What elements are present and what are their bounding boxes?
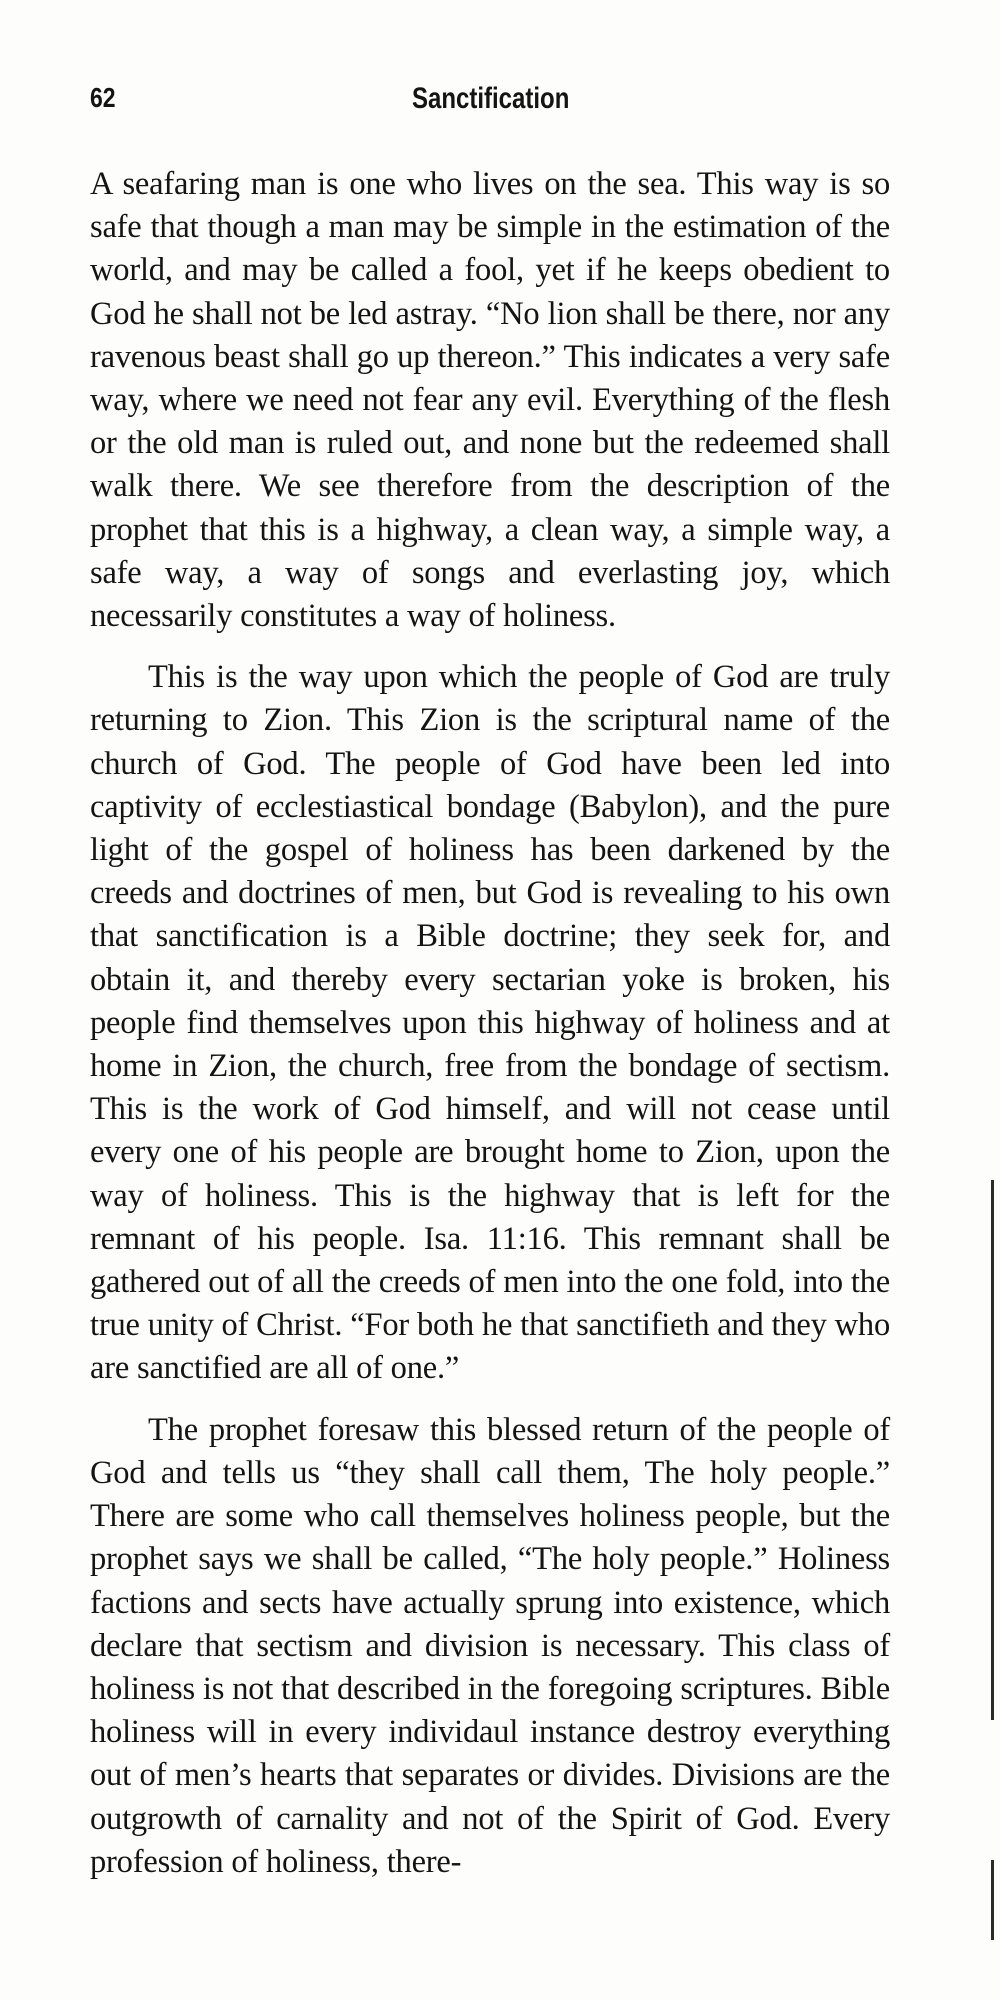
running-head: Sanctification [412, 82, 570, 115]
paragraph-3: The prophet foresaw this blessed return of the people of God and tells us “they shall call them, The holy people.” There are some who call themselves holiness people, but the prophet says we shall be called, “The holy people.” Holiness factions and sects have actually sprung into existence, which declare that sectism and division is necessary. This class of holiness is not that described in the foregoing scriptures. Bible holiness will in every individaul instance destroy everything out of men’s hearts that separates or divides. Divisions are the outgrowth of carnality and not of the Spirit of God. Every profession of holiness, there- [90, 1411, 890, 1880]
body-text [90, 163, 890, 1902]
paragraph-2: This is the way upon which the people of God are truly returning to Zion. This Zion is the scriptural name of the church of God. The people of God have been led into captivity of ecclestiastical bondage (Babylon), and the pure light of the gospel of holiness has been darkened by the creeds and doctrines of men, but God is revealing to his own that sanctification is a Bible doctrine; they seek for, and obtain it, and thereby every sectarian yoke is broken, his people find themselves upon this highway of holiness and at home in Zion, the church, free from the bondage of sectism. This is the work of God himself, and will not cease until every one of his people are brought home to Zion, upon the way of holiness. This is the highway that is left for the remnant of his people. Isa. 11:16. This remnant shall be gathered out of all the creeds of men into the one fold, into the true unity of Christ. “For both he that sanctifieth and they who are sanctified are all of one.” [90, 659, 890, 1387]
page-header [90, 82, 890, 122]
page-number: 62 [90, 82, 116, 113]
paragraph-1: A seafaring man is one who lives on the sea. This way is so safe that though a man may be simple in the estimation of the world, and may be called a fool, yet if he keeps obedient to God he shall not be led astray. “No lion shall be there, nor any ravenous beast shall go up thereon.” This indicates a very safe way, where we need not fear any evil. Everything of the flesh or the old man is ruled out, and none but the redeemed shall walk there. We see therefore from the description of the prophet that this is a highway, a clean way, a simple way, a safe way, a way of songs and everlasting joy, which necessarily constitutes a way of holiness. [90, 166, 890, 635]
page-edge-line [991, 1180, 994, 1720]
page-edge-line-lower [991, 1860, 994, 1940]
